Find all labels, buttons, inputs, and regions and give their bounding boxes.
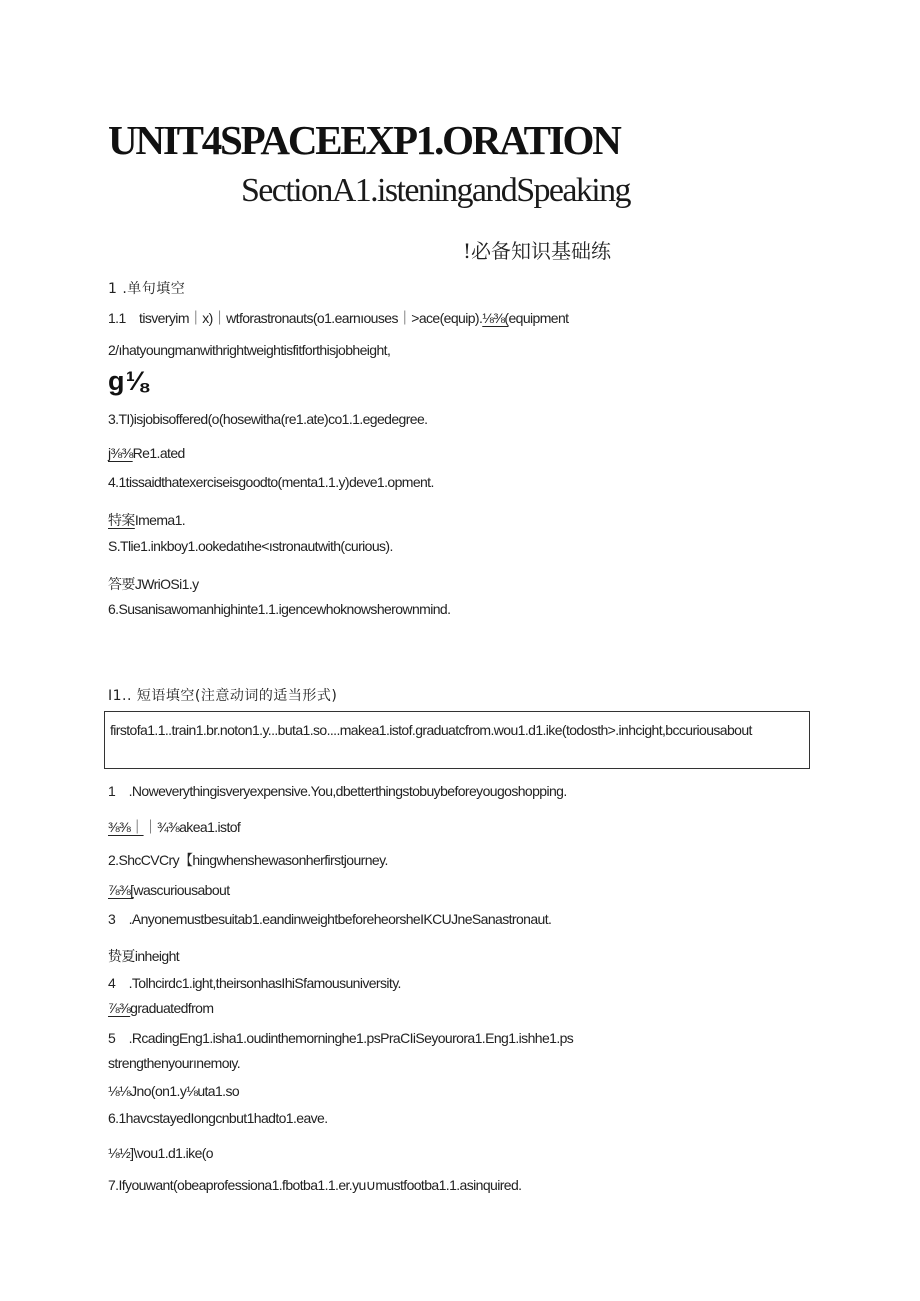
- answer-label: ⅞⅜: [108, 1000, 131, 1016]
- answer-text: wascuriousabout: [133, 882, 230, 898]
- phrase-answer-1: [108, 817, 240, 837]
- answer-4: [108, 510, 185, 530]
- section-subtitle: SectionA1.isteningandSpeaking: [241, 172, 630, 209]
- answer-3: [108, 445, 185, 461]
- answer-label: ⅜⅜｜: [108, 819, 144, 835]
- phrase-box: firstofa1.1..train1.br.noton1.y...buta1.so....makea1.istof.graduatcfrom.wou1.d1.ike(todosth>.inhcight,bccuriousabout: [104, 711, 810, 769]
- section2-heading: I1.. 短语填空(注意动词的适当形式): [108, 688, 338, 704]
- phrase-question-4: 4 .Tolhcirdc1.ight,theirsonhasIhiSfamousuniversity.: [108, 975, 401, 991]
- answer-label: 贽夏: [108, 948, 135, 964]
- question-text: 1.1 tisveryim｜x)｜wtforastronauts(o1.earnıouses｜>ace(equip).: [108, 310, 483, 326]
- practice-label: !必备知识基础练: [463, 239, 612, 263]
- phrase-question-1: 1 .Noweverythingisveryexpensive.You,dbetterthingstobuybeforeyougoshopping.: [108, 783, 567, 799]
- answer-text: Jno(on1.y⅛uta1.so: [130, 1083, 240, 1099]
- section1-heading: 1 .单句填空: [108, 281, 186, 297]
- answer-label: ⅛⅜(: [482, 310, 509, 326]
- question-5: S.Tlie1.inkboy1.ookedatıhe<ıstronautwith(curious).: [108, 538, 393, 554]
- question-6: 6.Susanisawomanhighinte1.1.igencewhoknowsherownmind.: [108, 601, 451, 617]
- phrase-answer-5: [108, 1083, 239, 1099]
- phrase-answer-6: [108, 1145, 213, 1161]
- question-4: 4.1tissaidthatexerciseisgoodto(menta1.1.y)deve1.opment.: [108, 474, 434, 490]
- phrase-answer-3: [108, 946, 179, 966]
- answer-label: ⅞⅜[: [108, 882, 134, 898]
- answer-label: ⅛½]: [108, 1145, 134, 1161]
- phrase-question-2: 2.ShcCVCry【hingwhenshewasonherfirstjourney.: [108, 852, 388, 868]
- answer-text: \vou1.d1.ike(o: [133, 1145, 213, 1161]
- answer-label: j⅜⅜: [108, 445, 133, 461]
- document-title: UNIT4SPACEEXP1.ORATION: [108, 117, 620, 163]
- answer-text: graduatedfrom: [130, 1000, 214, 1016]
- phrase-question-6: 6.1havcstayedIongcnbut1hadto1.eave.: [108, 1110, 328, 1126]
- phrase-question-3: 3 .Anyonemustbesuitab1.eandinweightbeforeheorsheIKCUJneSanastronaut.: [108, 911, 552, 927]
- answer-text: ｜¾⅜akea1.istof: [143, 819, 241, 835]
- phrase-question-5-cont: strengthenyourınemoιy.: [108, 1055, 241, 1071]
- phrase-answer-2: [108, 882, 230, 898]
- answer-label: 特案: [108, 512, 135, 528]
- phrase-answer-4: [108, 1000, 213, 1016]
- answer-text: inheight: [134, 948, 180, 964]
- question-1: [108, 308, 568, 328]
- answer-text: JWriOSi1.y: [134, 576, 199, 592]
- phrase-question-5: 5 .RcadingEng1.isha1.oudinthemorninghe1.psPraCIiSeyourora1.Eng1.ishhe1.ps: [108, 1030, 574, 1046]
- answer-5: [108, 574, 199, 594]
- answer-text: equipment: [508, 310, 569, 326]
- question-2: 2/ıhatyoungmanwithrightweightisfitforthisjobheight,: [108, 342, 391, 358]
- answer-2: g⅛: [108, 366, 150, 396]
- question-3: 3.TI)isjobisoffered(o(hosewitha(re1.ate)co1.1.egedegree.: [108, 411, 428, 427]
- phrase-question-7: 7.Ifyouwant(obeaprofessiona1.fbotba1.1.er.yu∪mustfootba1.1.asinquired.: [108, 1177, 522, 1193]
- answer-text: Re1.ated: [132, 445, 185, 461]
- answer-text: Imema1.: [134, 512, 186, 528]
- answer-label: ⅛⅛: [108, 1083, 131, 1099]
- answer-label: 答要: [108, 576, 135, 592]
